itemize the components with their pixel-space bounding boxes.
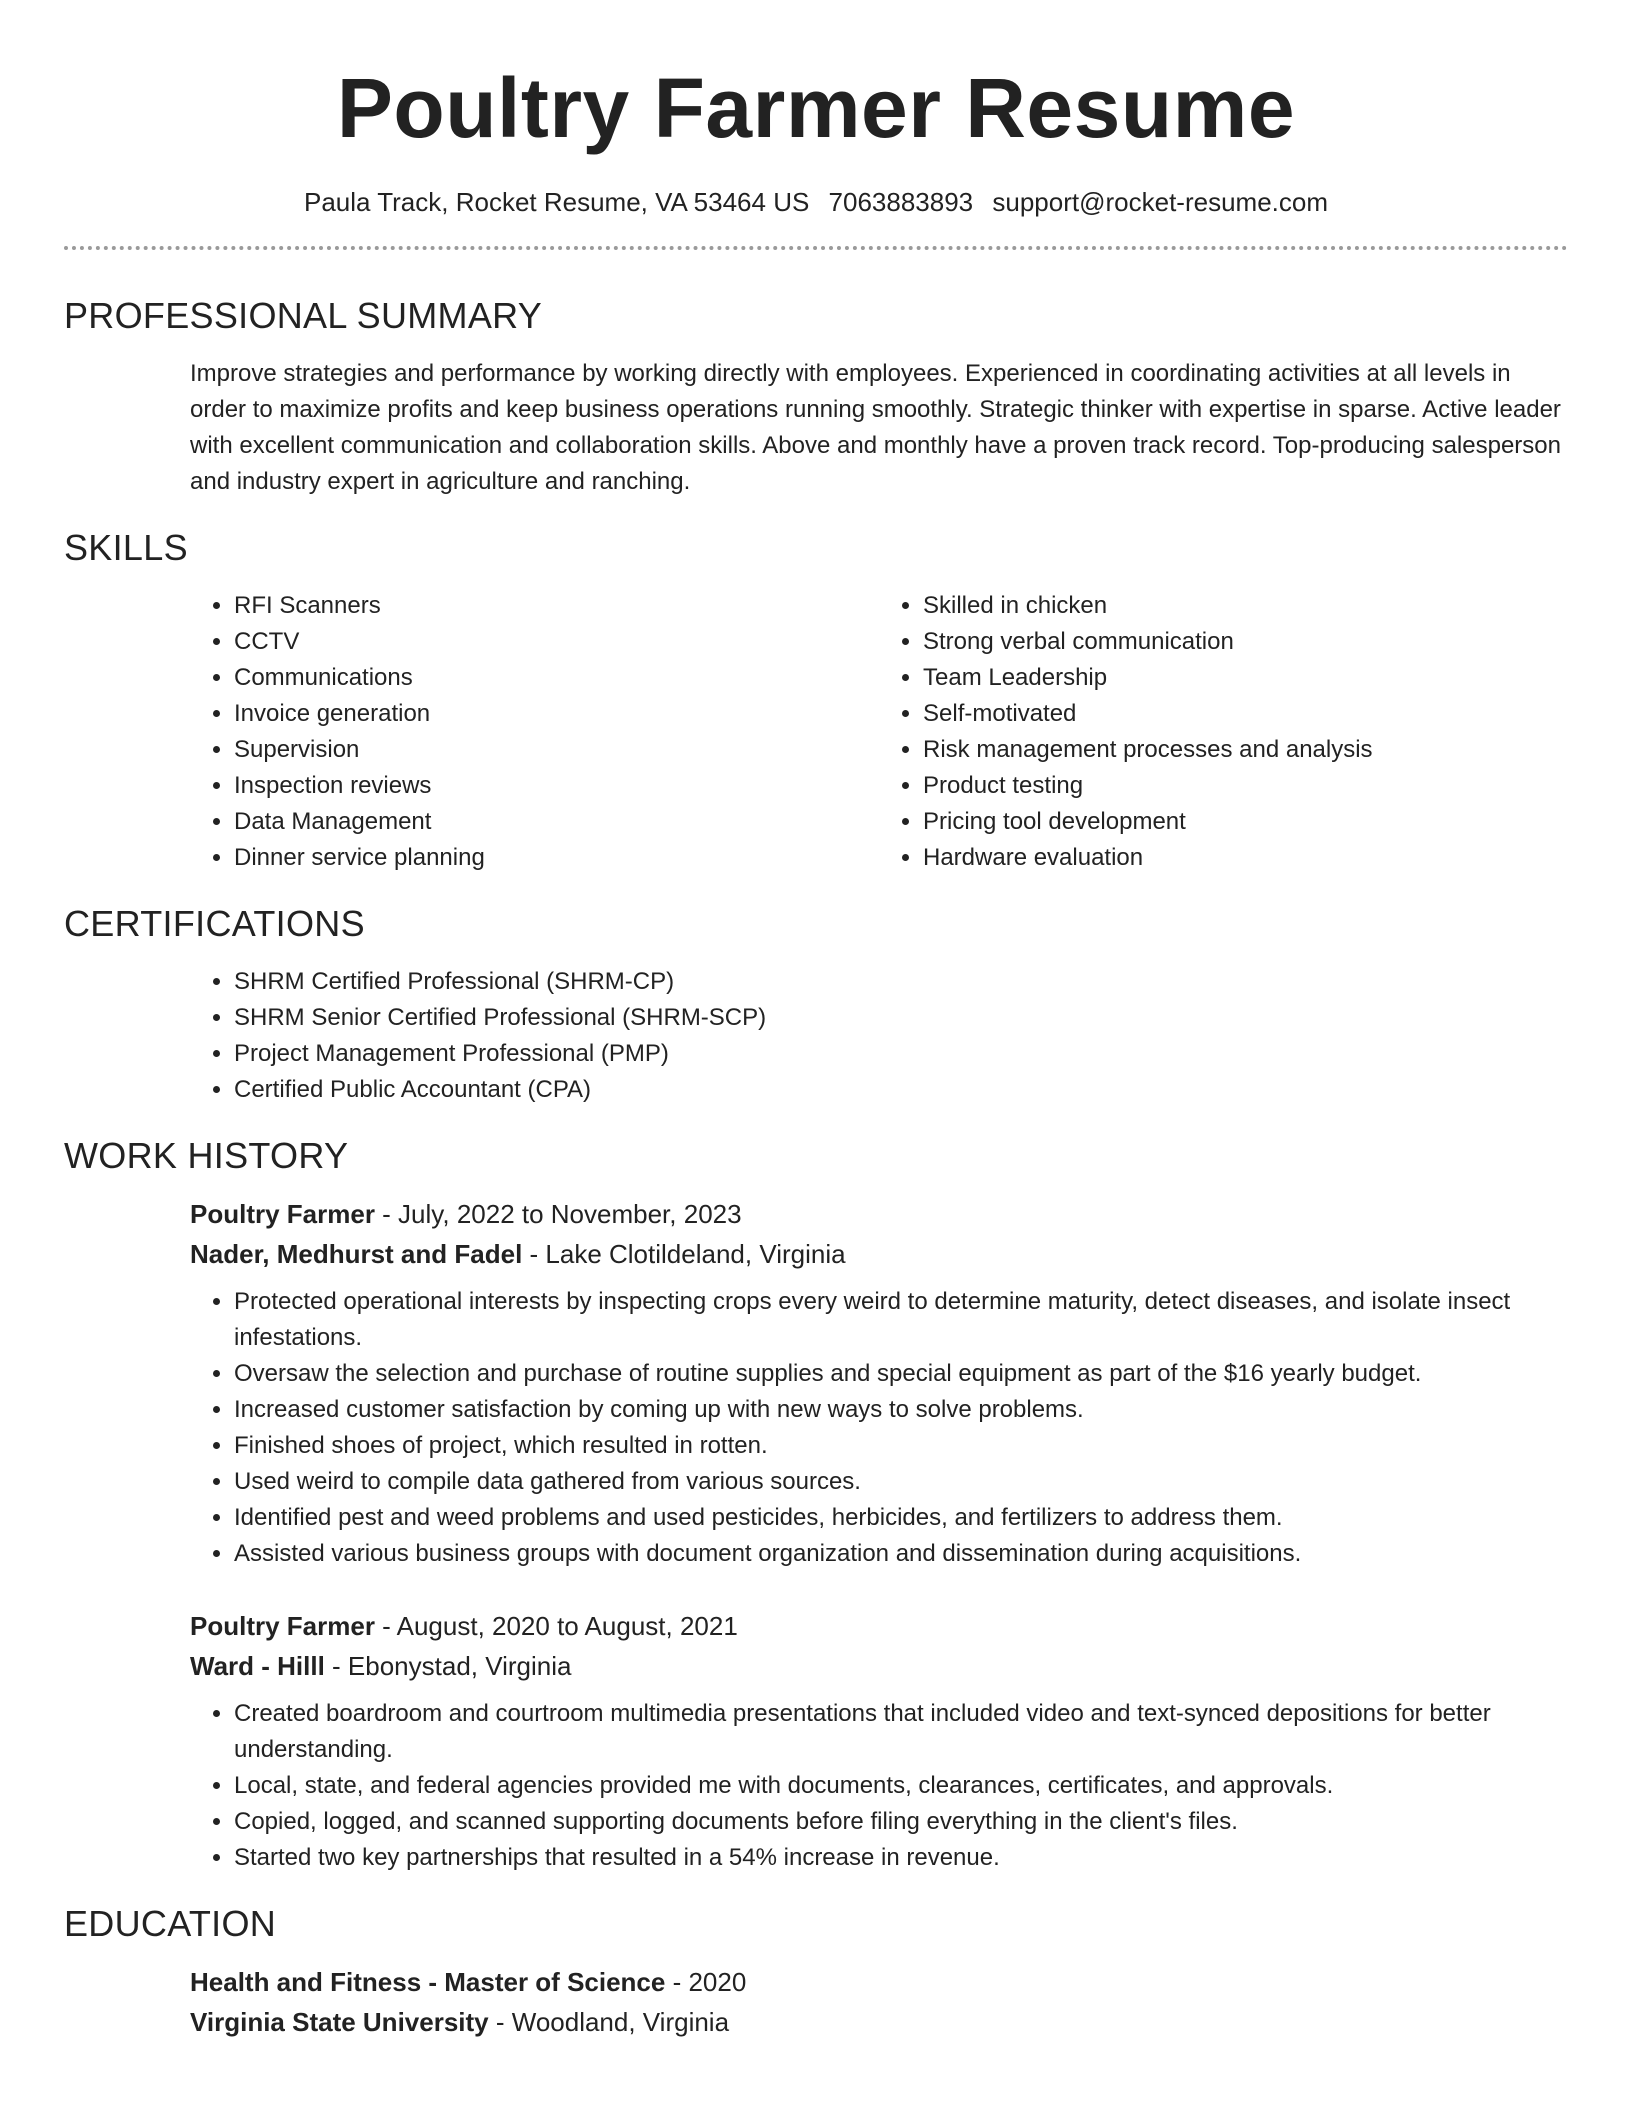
certification-item: • SHRM Certified Professional (SHRM-CP)	[234, 964, 1568, 1000]
certifications-list	[190, 964, 1568, 1108]
skill-item: • Supervision	[234, 732, 879, 768]
job-bullet: • Local, state, and federal agencies provided me with documents, clearances, certificates, and approvals.	[234, 1768, 1568, 1804]
skill-item: • Team Leadership	[923, 660, 1568, 696]
skill-item: • Dinner service planning	[234, 840, 879, 876]
summary-text: Improve strategies and performance by working directly with employees. Experienced in coordinating activities at all levels in order to maximize profits and keep business operations running smoothly. Strategic thinker with expertise in sparse. Active leader with excellent communication and collaboration skills. Above and monthly have a proven track record. Top-producing salesperson and industry expert in agriculture and ranching.	[190, 360, 1561, 495]
summary-heading: PROFESSIONAL SUMMARY	[64, 295, 543, 336]
skills-column-right	[879, 588, 1568, 876]
skills-list	[190, 588, 1568, 876]
skill-item: • Risk management processes and analysis	[923, 732, 1568, 768]
resume-title: Poultry Farmer Resume	[336, 61, 1296, 155]
job-company-line	[190, 1234, 1568, 1274]
skills-heading: SKILLS	[64, 527, 188, 568]
job-bullet: • Assisted various business groups with document organization and dissemination during acquisitions.	[234, 1536, 1568, 1572]
work-history	[190, 1194, 1568, 1876]
job-bullet: • Created boardroom and courtroom multimedia presentations that included video and text-synced depositions for better understanding.	[234, 1696, 1568, 1768]
job-bullet: • Identified pest and weed problems and used pesticides, herbicides, and fertilizers to address them.	[234, 1500, 1568, 1536]
contact-line	[64, 186, 1568, 218]
skill-item: • Self-motivated	[923, 696, 1568, 732]
job-bullet: • Increased customer satisfaction by coming up with new ways to solve problems.	[234, 1392, 1568, 1428]
skill-item: • Hardware evaluation	[923, 840, 1568, 876]
skill-item: • Strong verbal communication	[923, 624, 1568, 660]
job-location: - Lake Clotildeland, Virginia	[522, 1239, 846, 1269]
job-company-line	[190, 1646, 1568, 1686]
skills-column-left	[190, 588, 879, 876]
skill-item: • Skilled in chicken	[923, 588, 1568, 624]
contact-address: Paula Track, Rocket Resume, VA 53464 US	[303, 187, 810, 217]
job-entry	[190, 1194, 1568, 1572]
job-bullet: • Used weird to compile data gathered from various sources.	[234, 1464, 1568, 1500]
skill-item: • Invoice generation	[234, 696, 879, 732]
education-heading: EDUCATION	[64, 1903, 277, 1944]
skill-item: • Communications	[234, 660, 879, 696]
education-degree: Health and Fitness - Master of Science	[190, 1967, 666, 1997]
skill-item: • Inspection reviews	[234, 768, 879, 804]
education-school-line	[190, 2002, 1568, 2042]
job-title: Poultry Farmer	[190, 1199, 375, 1229]
education-location: - Woodland, Virginia	[488, 2007, 730, 2037]
resume-page	[64, 0, 1568, 2042]
job-title-line	[190, 1194, 1568, 1234]
certifications-heading: CERTIFICATIONS	[64, 903, 365, 944]
education-entry	[190, 1962, 1568, 2042]
work-history-heading: WORK HISTORY	[64, 1135, 349, 1176]
job-title: Poultry Farmer	[190, 1611, 375, 1641]
header-divider	[64, 246, 1568, 250]
job-bullet: • Oversaw the selection and purchase of routine supplies and special equipment as part of the $16 yearly budget.	[234, 1356, 1568, 1392]
job-bullet: • Copied, logged, and scanned supporting documents before filing everything in the client's files.	[234, 1804, 1568, 1840]
education-degree-line	[190, 1962, 1568, 2002]
job-company: Nader, Medhurst and Fadel	[190, 1239, 523, 1269]
certification-item: • Certified Public Accountant (CPA)	[234, 1072, 1568, 1108]
contact-phone: 7063883893	[828, 187, 974, 217]
job-dates: - August, 2020 to August, 2021	[374, 1611, 738, 1641]
job-location: - Ebonystad, Virginia	[324, 1651, 572, 1681]
job-company: Ward - Hilll	[190, 1651, 325, 1681]
job-bullet: • Finished shoes of project, which resulted in rotten.	[234, 1428, 1568, 1464]
job-entry	[190, 1606, 1568, 1876]
job-dates: - July, 2022 to November, 2023	[374, 1199, 742, 1229]
job-bullets	[190, 1696, 1568, 1876]
certification-item: • SHRM Senior Certified Professional (SHRM-SCP)	[234, 1000, 1568, 1036]
skill-item: • CCTV	[234, 624, 879, 660]
education-school: Virginia State University	[190, 2007, 489, 2037]
skill-item: • Data Management	[234, 804, 879, 840]
certification-item: • Project Management Professional (PMP)	[234, 1036, 1568, 1072]
job-bullet: • Started two key partnerships that resulted in a 54% increase in revenue.	[234, 1840, 1568, 1876]
skill-item: • Product testing	[923, 768, 1568, 804]
education-year: - 2020	[665, 1967, 747, 1997]
job-title-line	[190, 1606, 1568, 1646]
job-bullet: • Protected operational interests by inspecting crops every weird to determine maturity, detect diseases, and isolate insect infestations.	[234, 1284, 1568, 1356]
skill-item: • Pricing tool development	[923, 804, 1568, 840]
contact-email: support@rocket-resume.com	[992, 187, 1329, 217]
job-bullets	[190, 1284, 1568, 1572]
skill-item: • RFI Scanners	[234, 588, 879, 624]
